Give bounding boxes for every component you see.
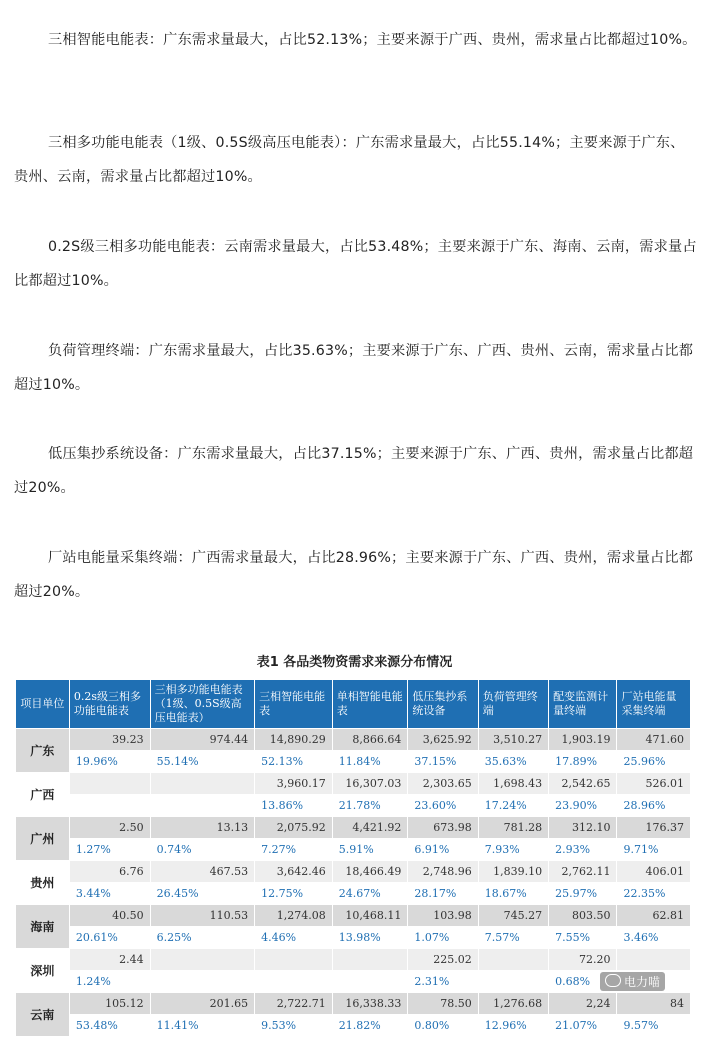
percentage-cell	[478, 971, 548, 993]
value-cell: 13.13	[150, 817, 255, 839]
percentage-cell: 28.96%	[617, 795, 691, 817]
value-cell: 2,748.96	[408, 861, 478, 883]
value-cell: 974.44	[150, 729, 255, 751]
value-cell: 312.10	[549, 817, 617, 839]
value-cell: 39.23	[69, 729, 150, 751]
percentage-cell: 25.97%	[549, 883, 617, 905]
percentage-cell: 17.24%	[478, 795, 548, 817]
percentage-cell: 19.96%	[69, 751, 150, 773]
demand-distribution-table	[15, 679, 691, 1037]
percentage-cell: 1.24%	[69, 971, 150, 993]
percentage-cell: 55.14%	[150, 751, 255, 773]
value-cell: 3,960.17	[255, 773, 333, 795]
value-cell: 2,075.92	[255, 817, 333, 839]
value-cell: 526.01	[617, 773, 691, 795]
percentage-cell: 6.25%	[150, 927, 255, 949]
value-cell: 62.81	[617, 905, 691, 927]
table-row-percentages	[16, 927, 691, 949]
value-cell: 6.76	[69, 861, 150, 883]
percentage-cell: 24.67%	[332, 883, 408, 905]
percentage-cell: 11.84%	[332, 751, 408, 773]
header-column: 单相智能电能表	[332, 680, 408, 729]
region-cell: 贵州	[16, 861, 70, 905]
value-cell	[150, 949, 255, 971]
percentage-cell	[150, 971, 255, 993]
percentage-cell: 22.35%	[617, 883, 691, 905]
wechat-icon	[605, 974, 621, 987]
value-cell: 1,839.10	[478, 861, 548, 883]
header-column: 三相多功能电能表（1级、0.5S级高压电能表）	[150, 680, 255, 729]
value-cell: 78.50	[408, 993, 478, 1015]
percentage-cell	[69, 795, 150, 817]
table-title: 表1 各品类物资需求来源分布情况	[256, 655, 453, 670]
value-cell: 745.27	[478, 905, 548, 927]
value-cell: 201.65	[150, 993, 255, 1015]
percentage-cell	[150, 795, 255, 817]
percentage-cell	[255, 971, 333, 993]
value-cell: 72.20	[549, 949, 617, 971]
value-cell: 105.12	[69, 993, 150, 1015]
value-cell	[69, 773, 150, 795]
region-cell: 广东	[16, 729, 70, 773]
percentage-cell: 11.41%	[150, 1015, 255, 1037]
value-cell: 225.02	[408, 949, 478, 971]
value-cell: 103.98	[408, 905, 478, 927]
percentage-cell: 17.89%	[549, 751, 617, 773]
value-cell: 3,642.46	[255, 861, 333, 883]
percentage-cell: 5.91%	[332, 839, 408, 861]
table-row-percentages	[16, 883, 691, 905]
value-cell: 673.98	[408, 817, 478, 839]
value-cell: 40.50	[69, 905, 150, 927]
percentage-cell: 13.86%	[255, 795, 333, 817]
value-cell: 406.01	[617, 861, 691, 883]
percentage-cell: 7.93%	[478, 839, 548, 861]
table-row-values	[16, 729, 691, 751]
value-cell: 467.53	[150, 861, 255, 883]
region-cell: 广西	[16, 773, 70, 817]
percentage-cell: 7.55%	[549, 927, 617, 949]
percentage-cell: 35.63%	[478, 751, 548, 773]
percentage-cell: 9.57%	[617, 1015, 691, 1037]
value-cell: 10,468.11	[332, 905, 408, 927]
watermark: 电力喵	[600, 972, 665, 991]
percentage-cell: 26.45%	[150, 883, 255, 905]
percentage-cell: 0.68%	[549, 971, 617, 993]
header-column: 厂站电能量采集终端	[617, 680, 691, 729]
percentage-cell: 21.82%	[332, 1015, 408, 1037]
value-cell	[255, 949, 333, 971]
table-row-percentages	[16, 1015, 691, 1037]
paragraph-0-2s-meter: 0.2S级三相多功能电能表：云南需求量最大，占比53.48%；主要来源于广东、海南、云南，需求量占比都超过10%。	[14, 239, 697, 289]
paragraph-low-voltage-meter-reading: 低压集抄系统设备：广东需求量最大，占比37.15%；主要来源于广东、广西、贵州，需求量占比都超过20%。	[14, 446, 694, 496]
percentage-cell: 23.90%	[549, 795, 617, 817]
value-cell: 803.50	[549, 905, 617, 927]
table-row-percentages	[16, 839, 691, 861]
percentage-cell: 3.44%	[69, 883, 150, 905]
table-header-row	[16, 680, 691, 729]
value-cell: 2,762.11	[549, 861, 617, 883]
table-row-values	[16, 817, 691, 839]
paragraph-substation-terminal: 厂站电能量采集终端：广西需求量最大，占比28.96%；主要来源于广东、广西、贵州，需求量占比都超过20%。	[14, 550, 694, 600]
percentage-cell: 0.80%	[408, 1015, 478, 1037]
percentage-cell: 1.07%	[408, 927, 478, 949]
region-cell: 海南	[16, 905, 70, 949]
percentage-cell: 1.27%	[69, 839, 150, 861]
percentage-cell: 18.67%	[478, 883, 548, 905]
value-cell: 1,903.19	[549, 729, 617, 751]
value-cell: 1,276.68	[478, 993, 548, 1015]
value-cell: 2,24	[549, 993, 617, 1015]
header-unit: 项目单位	[16, 680, 70, 729]
value-cell: 16,307.03	[332, 773, 408, 795]
value-cell: 1,274.08	[255, 905, 333, 927]
percentage-cell: 21.78%	[332, 795, 408, 817]
percentage-cell: 6.91%	[408, 839, 478, 861]
value-cell: 2,542.65	[549, 773, 617, 795]
value-cell: 3,510.27	[478, 729, 548, 751]
table-body	[16, 729, 691, 1037]
header-column: 三相智能电能表	[255, 680, 333, 729]
percentage-cell: 20.61%	[69, 927, 150, 949]
table-row-values	[16, 861, 691, 883]
value-cell: 18,466.49	[332, 861, 408, 883]
value-cell: 2,722.71	[255, 993, 333, 1015]
percentage-cell: 9.53%	[255, 1015, 333, 1037]
value-cell: 16,338.33	[332, 993, 408, 1015]
paragraph-load-management-terminal: 负荷管理终端：广东需求量最大，占比35.63%；主要来源于广东、广西、贵州、云南，需求量占比都超过10%。	[14, 343, 694, 393]
region-cell: 云南	[16, 993, 70, 1037]
percentage-cell: 12.96%	[478, 1015, 548, 1037]
percentage-cell: 2.31%	[408, 971, 478, 993]
table-row-percentages	[16, 971, 691, 993]
table-row-percentages	[16, 751, 691, 773]
percentage-cell: 9.71%	[617, 839, 691, 861]
value-cell: 176.37	[617, 817, 691, 839]
value-cell: 2,303.65	[408, 773, 478, 795]
value-cell: 2.50	[69, 817, 150, 839]
percentage-cell: 7.27%	[255, 839, 333, 861]
percentage-cell	[332, 971, 408, 993]
percentage-cell: 4.46%	[255, 927, 333, 949]
percentage-cell: 13.98%	[332, 927, 408, 949]
table-row-percentages	[16, 795, 691, 817]
value-cell: 2.44	[69, 949, 150, 971]
value-cell: 781.28	[478, 817, 548, 839]
region-cell: 广州	[16, 817, 70, 861]
value-cell	[150, 773, 255, 795]
percentage-cell: 23.60%	[408, 795, 478, 817]
header-column: 0.2s级三相多功能电能表	[69, 680, 150, 729]
header-column: 配变监测计量终端	[549, 680, 617, 729]
value-cell	[617, 949, 691, 971]
percentage-cell: 25.96%	[617, 751, 691, 773]
table-row-values	[16, 905, 691, 927]
percentage-cell: 3.46%	[617, 927, 691, 949]
value-cell: 4,421.92	[332, 817, 408, 839]
percentage-cell: 2.93%	[549, 839, 617, 861]
value-cell: 84	[617, 993, 691, 1015]
table-row-values	[16, 949, 691, 971]
paragraph-three-phase-smart-meter: 三相智能电能表：广东需求量最大，占比52.13%；主要来源于广西、贵州，需求量占比都超过10%。	[48, 32, 697, 48]
percentage-cell: 37.15%	[408, 751, 478, 773]
percentage-cell: 0.74%	[150, 839, 255, 861]
value-cell: 1,698.43	[478, 773, 548, 795]
value-cell: 110.53	[150, 905, 255, 927]
table-row-values	[16, 773, 691, 795]
percentage-cell: 12.75%	[255, 883, 333, 905]
value-cell: 8,866.64	[332, 729, 408, 751]
header-column: 低压集抄系统设备	[408, 680, 478, 729]
region-cell: 深圳	[16, 949, 70, 993]
value-cell: 471.60	[617, 729, 691, 751]
percentage-cell: 28.17%	[408, 883, 478, 905]
header-column: 负荷管理终端	[478, 680, 548, 729]
table-row-values	[16, 993, 691, 1015]
value-cell	[332, 949, 408, 971]
percentage-cell: 21.07%	[549, 1015, 617, 1037]
value-cell: 3,625.92	[408, 729, 478, 751]
percentage-cell: 7.57%	[478, 927, 548, 949]
percentage-cell: 53.48%	[69, 1015, 150, 1037]
value-cell: 14,890.29	[255, 729, 333, 751]
value-cell	[478, 949, 548, 971]
paragraph-three-phase-multifunction-meter: 三相多功能电能表（1级、0.5S级高压电能表）：广东需求量最大，占比55.14%；主要来源于广东、贵州、云南，需求量占比都超过10%。	[14, 135, 685, 185]
percentage-cell: 52.13%	[255, 751, 333, 773]
